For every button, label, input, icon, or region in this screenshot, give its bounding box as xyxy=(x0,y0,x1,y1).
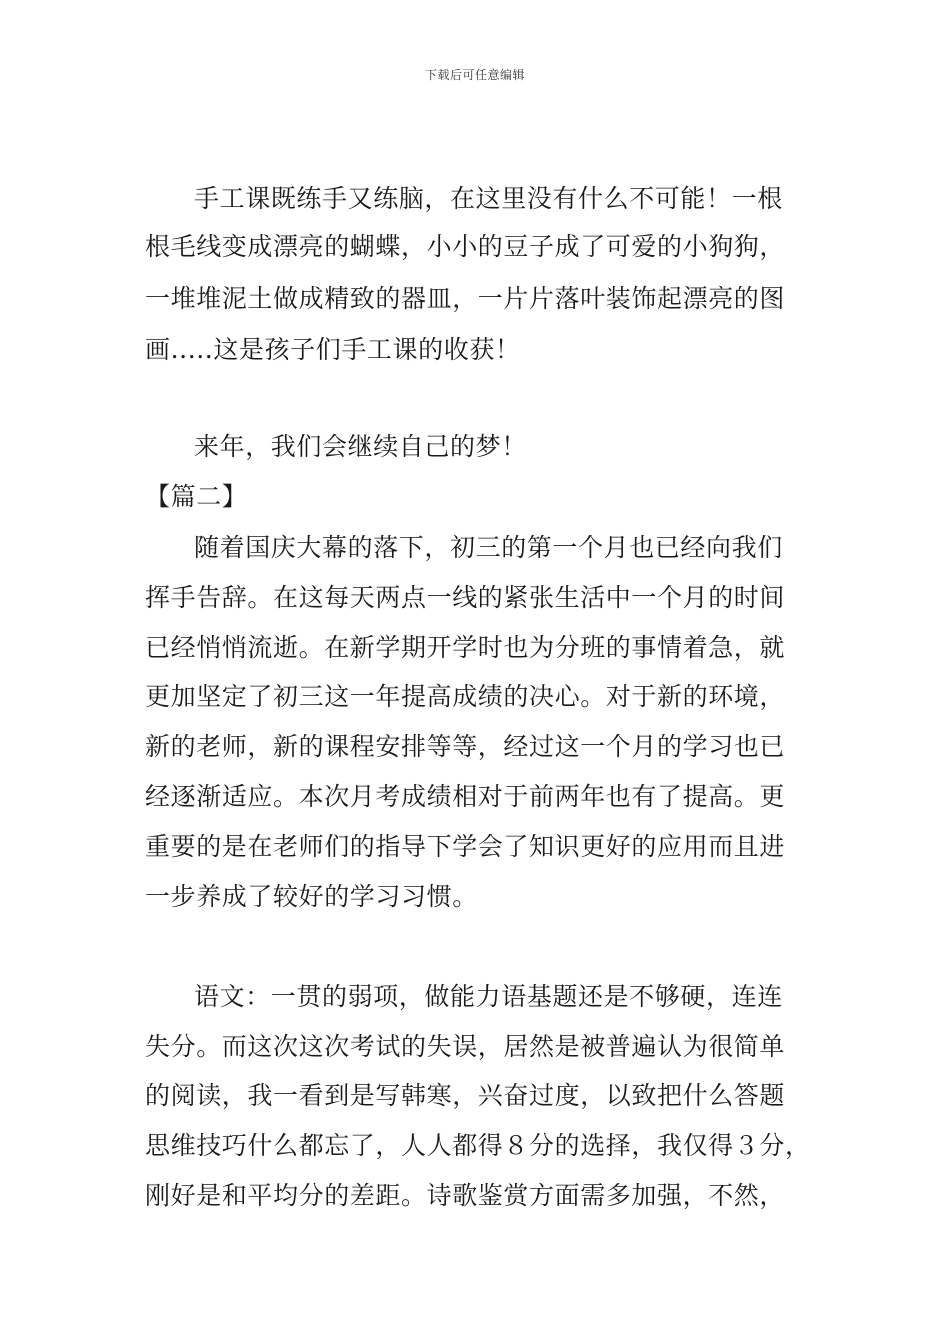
text-line: 重要的是在老师们的指导下学会了知识更好的应用而且进 xyxy=(145,832,786,861)
text-line: 刚好是和平均分的差距。诗歌鉴赏方面需多加强，不然， xyxy=(145,1181,786,1210)
text-line: 已经悄悄流逝。在新学期开学时也为分班的事情着急，就 xyxy=(145,633,786,662)
text-line: 经逐渐适应。本次月考成绩相对于前两年也有了提高。更 xyxy=(145,782,786,811)
text-line: 失分。而这次这次考试的失误，居然是被普遍认为很简单 xyxy=(145,1032,786,1061)
text-line: 语文：一贯的弱项，做能力语基题还是不够硬，连连 xyxy=(194,982,783,1011)
text-line: 根毛线变成漂亮的蝴蝶，小小的豆子成了可爱的小狗狗， xyxy=(145,232,786,261)
section-heading: 【篇二】 xyxy=(145,482,248,511)
text-line: 更加坚定了初三这一年提高成绩的决心。对于新的环境， xyxy=(145,682,786,711)
text-line: 一堆堆泥土做成精致的器皿，一片片落叶装饰起漂亮的图 xyxy=(145,284,786,313)
text-line: 新的老师，新的课程安排等等，经过这一个月的学习也已 xyxy=(145,732,786,761)
text-line: 来年，我们会继续自己的梦！ xyxy=(194,432,527,461)
text-line: 随着国庆大幕的落下，初三的第一个月也已经向我们 xyxy=(194,533,783,562)
text-line: 的阅读，我一看到是写韩寒，兴奋过度，以致把什么答题 xyxy=(145,1081,786,1110)
text-line: 挥手告辞。在这每天两点一线的紧张生活中一个月的时间 xyxy=(145,583,786,612)
text-line: 手工课既练手又练脑，在这里没有什么不可能！一根 xyxy=(194,184,783,213)
text-line: 思维技巧什么都忘了，人人都得８分的选择，我仅得３分， xyxy=(145,1131,811,1160)
text-line: 画.....这是孩子们手工课的收获！ xyxy=(145,335,521,364)
page-header: 下载后可任意编辑 xyxy=(424,68,525,82)
text-line: 一步养成了较好的学习习惯。 xyxy=(145,882,478,911)
